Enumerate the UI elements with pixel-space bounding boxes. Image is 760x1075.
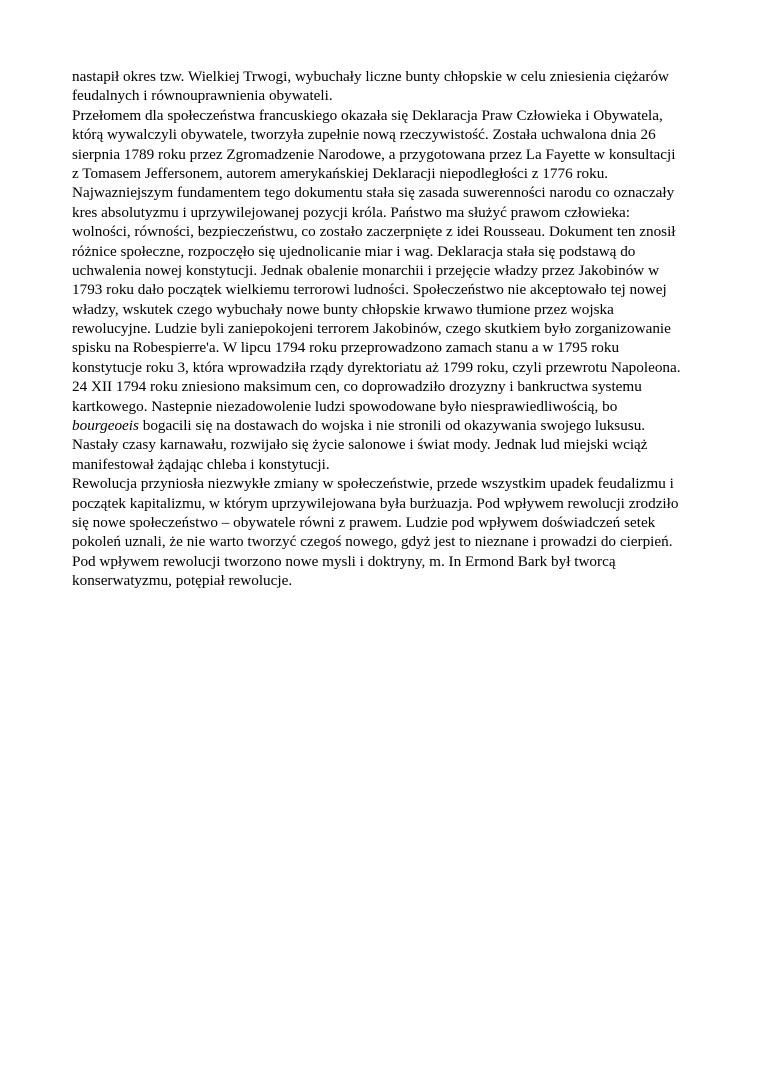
- text-line: 1793 roku dało początek wielkiemu terrorowi ludności. Społeczeństwo nie akceptowało tej nowej: [72, 281, 667, 299]
- italic-word: bourgeoeis: [72, 417, 139, 435]
- text-line: początek kapitalizmu, w którym uprzywilejowana była burżuazja. Pod wpływem rewolucji zrodziło: [72, 494, 679, 512]
- text-line: wolności, równości, bezpieczeństwu, co zostało zaczerpnięte z idei Rousseau. Dokument ten znosił: [72, 223, 676, 241]
- text-line: się nowe społeczeństwo – obywatele równi z prawem. Ludzie pod wpływem doświadczeń setek: [72, 513, 656, 531]
- text-line: uchwalenia nowej konstytucji. Jednak obalenie monarchii i przejęcie władzy przez Jakobinów w: [72, 261, 660, 279]
- text-line: kartkowego. Nastepnie niezadowolenie ludzi spowodowane było niesprawiedliwością, bo: [72, 397, 618, 415]
- text-line: pokoleń uznali, że nie warto tworzyć czegoś nowego, gdyż jest to nieznane i prowadzi do cierpień.: [72, 533, 673, 551]
- text-line: konstytucje roku 3, która wprowadziła rządy dyrektoriatu aż 1799 roku, czyli przewrotu Napoleona.: [72, 358, 681, 376]
- body-text: [72, 67, 690, 591]
- text-line: Rewolucja przyniosła niezwykłe zmiany w społeczeństwie, przede wszystkim upadek feudalizmu i: [72, 475, 674, 493]
- text-line: Nastały czasy karnawału, rozwijało się życie salonowe i świat mody. Jednak lud miejski wciąż: [72, 436, 648, 454]
- text-line: rewolucyjne. Ludzie byli zaniepokojeni terrorem Jakobinów, czego skutkiem było zorganizowanie: [72, 320, 671, 338]
- text-line: z Tomasem Jeffersonem, autorem amerykańskiej Deklaracji niepodległości z 1776 roku.: [72, 164, 609, 182]
- text-line: Najwazniejszym fundamentem tego dokumentu stała się zasada suwerenności narodu co oznaczały: [72, 184, 675, 202]
- text-line: konserwatyzmu, potępiał rewolucje.: [72, 572, 293, 590]
- text-line: nastapił okres tzw. Wielkiej Trwogi, wybuchały liczne bunty chłopskie w celu zniesienia ciężarów: [72, 68, 670, 85]
- italic-line-rest: bogacili się na dostawach do wojska i nie stronili od okazywania swojego luksusu.: [138, 417, 646, 435]
- text-line-italic: [72, 416, 690, 435]
- text-line: Przełomem dla społeczeństwa francuskiego okazała się Deklaracja Praw Człowieka i Obywatela,: [72, 106, 663, 124]
- text-line: którą wywalczyli obywatele, tworzyła zupełnie nową rzeczywistość. Została uchwalona dnia 26: [72, 126, 656, 144]
- text-line: władzy, wskutek czego wybuchały nowe bunty chłopskie krwawo tłumione przez wojska: [72, 300, 614, 318]
- text-line: spisku na Robespierre'a. W lipcu 1794 roku przeprowadzono zamach stanu a w 1795 roku: [72, 339, 620, 357]
- text-line: kres absolutyzmu i uprzywilejowanej pozycji króla. Państwo ma służyć prawom człowieka:: [72, 203, 630, 221]
- text-line: manifestował żądając chleba i konstytucji.: [72, 455, 330, 473]
- text-line: 24 XII 1794 roku zniesiono maksimum cen, co doprowadziło drozyzny i bankructwa systemu: [72, 378, 642, 396]
- text-line: różnice społeczne, rozpoczęło się ujednolicanie miar i wag. Deklaracja stała się podstawą do: [72, 242, 636, 260]
- text-line: feudalnych i równouprawnienia obywateli.: [72, 87, 333, 105]
- text-line: Pod wpływem rewolucji tworzono nowe mysli i doktryny, m. In Ermond Bark był tworcą: [72, 552, 616, 570]
- text-line: sierpnia 1789 roku przez Zgromadzenie Narodowe, a przygotowana przez La Fayette w konsultacji: [72, 145, 676, 163]
